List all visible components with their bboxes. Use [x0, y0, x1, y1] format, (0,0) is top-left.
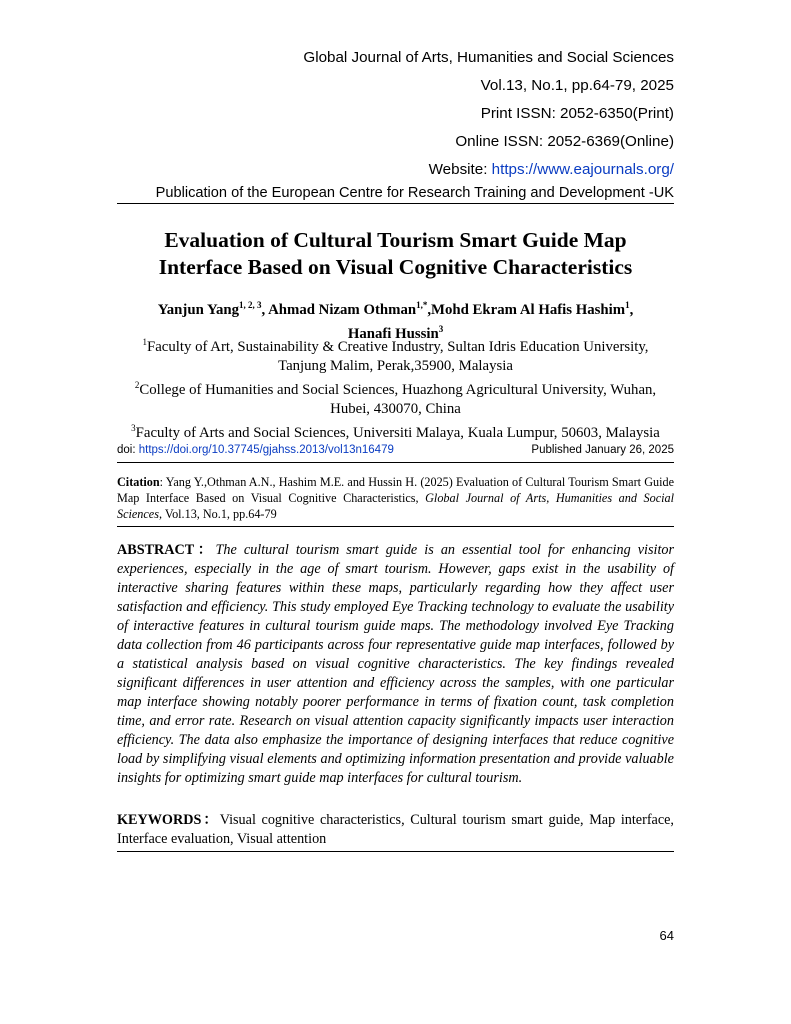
title-line-1: Evaluation of Cultural Tourism Smart Guide Map — [164, 228, 627, 252]
citation-block — [117, 474, 674, 522]
authors-line-1 — [117, 296, 674, 320]
affiliation-sup: 1 — [142, 337, 147, 347]
affiliation-sup: 3 — [131, 422, 136, 433]
citation-journal: Global Journal of Arts, Humanities and Social Sciences, — [117, 491, 674, 521]
journal-header — [303, 44, 674, 184]
affiliation-2 — [117, 376, 674, 400]
doi-link[interactable]: https://doi.org/10.37745/gjahss.2013/vol13n16479 — [138, 444, 394, 456]
published-date: Published January 26, 2025 — [531, 444, 674, 456]
affiliation-text: Faculty of Arts and Social Sciences, Universiti Malaya, Kuala Lumpur, 50603, Malaysia — [135, 424, 660, 441]
abstract-label: ABSTRACT： — [117, 542, 216, 558]
citation-label: Citation — [117, 475, 160, 489]
website-link[interactable]: https://www.eajournals.org/ — [491, 161, 674, 178]
author-name: ,Mohd Ekram Al Hafis Hashim — [427, 301, 626, 318]
print-issn: Print ISSN: 2052-6350(Print) — [480, 105, 674, 122]
affiliation-text: College of Humanities and Social Sciences, Huazhong Agricultural University, Wuhan, — [139, 381, 657, 398]
author-name: Hanafi Hussin — [347, 325, 439, 342]
keywords-text: Visual cognitive characteristics, Cultural tourism smart guide, Map interface, Interface evaluation, Visual attention — [117, 812, 674, 847]
abstract-block — [117, 541, 674, 788]
title-line-2: Interface Based on Visual Cognitive Characteristics — [158, 255, 633, 279]
citation-volume: Vol.13, No.1, pp.64-79 — [162, 507, 277, 521]
keywords-label: KEYWORDS： — [117, 812, 220, 828]
author-name: , Ahmad Nizam Othman — [261, 301, 417, 318]
affiliation-sup: 2 — [134, 379, 140, 390]
journal-name: Global Journal of Arts, Humanities and Social Sciences — [303, 49, 674, 66]
website-label: Website: — [428, 161, 492, 178]
website-line — [303, 156, 674, 184]
doi-label: doi: — [117, 444, 139, 456]
affiliation-text: Faculty of Art, Sustainability & Creative Industry, Sultan Idris Education University, — [146, 338, 649, 355]
author-separator: , — [629, 301, 634, 318]
author-name: Yanjun Yang — [157, 301, 240, 318]
publisher-line: Publication of the European Centre for Research Training and Development -UK — [117, 185, 674, 204]
divider — [117, 462, 674, 463]
author-affil-sup: 1 — [625, 300, 630, 310]
doi-line — [117, 444, 394, 456]
affiliation-1 — [117, 333, 674, 357]
citation-text: : Yang Y.,Othman A.N., Hashim M.E. and Hussin H. (2025) Evaluation of Cultural Tourism Smart Guide Map Interface Based on Visual Cognitive Characteristics, — [117, 475, 674, 505]
abstract-text: The cultural tourism smart guide is an essential tool for enhancing visitor experiences, especially in the age of smart tourism. However, gaps exist in the usability of interactive sharing features within these maps, particularly regarding how they affect user satisfaction and efficiency. This study employed Eye Tracking technology to evaluate the usability of interactive features in cultural tourism guide maps. The methodology involved Eye Tracking data collection from 46 participants across four representative guide map interfaces, followed by a statistical analysis based on visual cognitive characteristics. The key findings revealed significant differences in user attention and efficiency across the samples, with one particular map interface showing notably poorer performance in terms of fixation count, task completion time, and error rate. Research on visual attention capacity significantly impacts user interaction efficiency. The data also emphasize the importance of designing interfaces that reduce cognitive load by simplifying visual elements and optimizing information presentation and provide valuable insights for optimizing smart guide map interfaces for cultural tourism. — [117, 542, 675, 786]
affiliation-1-cont: Tanjung Malim, Perak,35900, Malaysia — [278, 357, 513, 374]
page-number: 64 — [659, 928, 674, 943]
author-affil-sup: 1,* — [416, 300, 428, 310]
divider — [117, 526, 674, 527]
volume-info: Vol.13, No.1, pp.64-79, 2025 — [480, 77, 674, 94]
paper-title — [117, 227, 674, 281]
author-affil-sup: 3 — [438, 323, 444, 334]
affiliations — [117, 333, 674, 443]
affiliation-2-cont: Hubei, 430070, China — [330, 400, 461, 417]
affiliation-3 — [117, 419, 674, 443]
keywords-block — [117, 811, 674, 852]
online-issn: Online ISSN: 2052-6369(Online) — [455, 133, 674, 150]
author-affil-sup: 1, 2, 3 — [239, 300, 262, 310]
